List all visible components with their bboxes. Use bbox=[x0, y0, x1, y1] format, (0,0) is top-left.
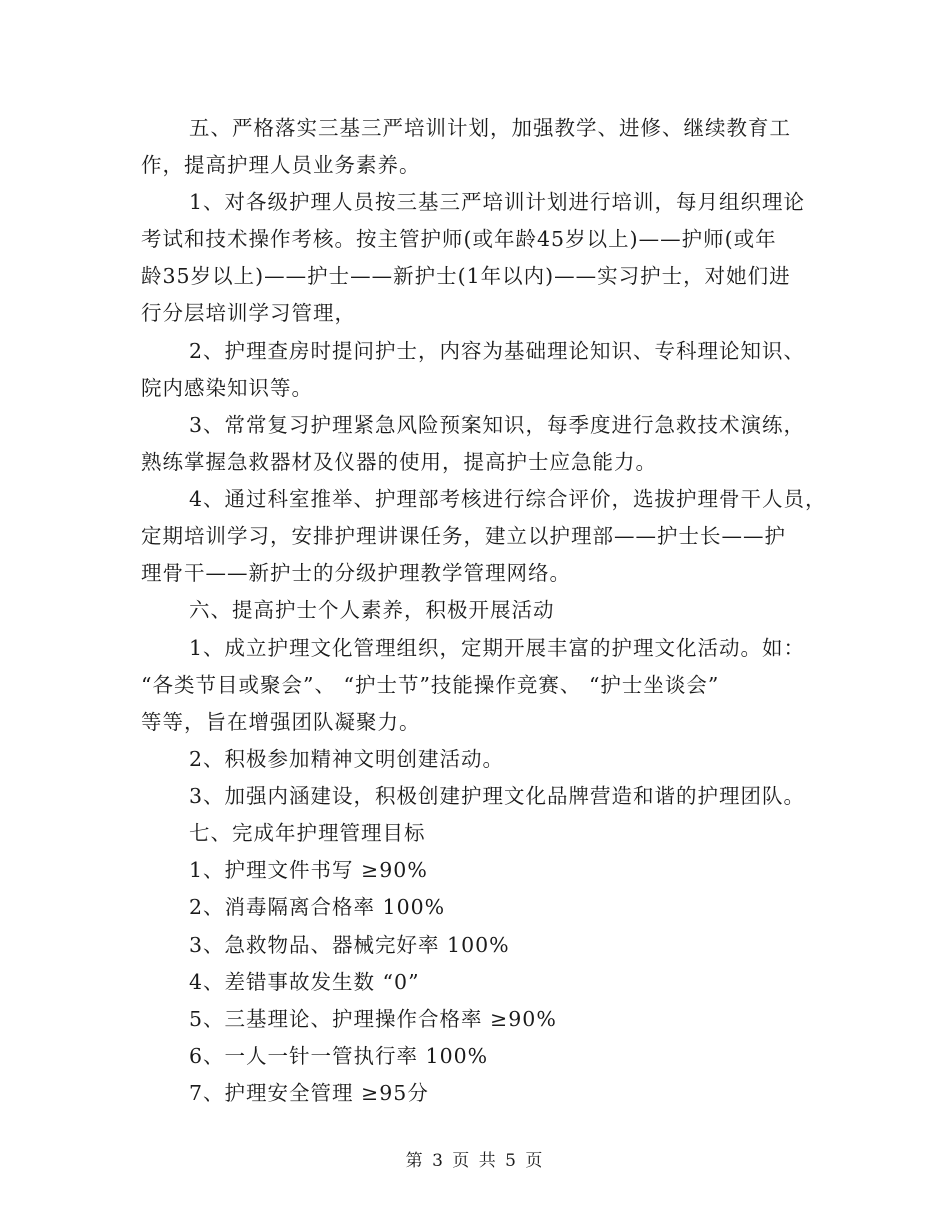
page-footer: 第 3 页 共 5 页 bbox=[405, 1151, 545, 1171]
text-line: “各类节目或聚会”、 “护士节”技能操作竞赛、 “护士坐谈会” bbox=[141, 673, 720, 697]
text-line: 熟练掌握急救器材及仪器的使用，提高护士应急能力。 bbox=[141, 450, 657, 474]
list-item-5-4: 4、通过科室推举、护理部考核进行综合评价，选拔护理骨干人员， bbox=[189, 487, 827, 511]
text-line: 等等，旨在增强团队凝聚力。 bbox=[141, 710, 421, 734]
list-item-5-2: 2、护理查房时提问护士，内容为基础理论知识、专科理论知识、 bbox=[189, 339, 806, 363]
text-line: 行分层培训学习管理， bbox=[141, 301, 356, 325]
target-item-6: 6、一人一针一管执行率 100% bbox=[189, 1044, 489, 1068]
list-item-5-1: 1、对各级护理人员按三基三严培训计划进行培训，每月组织理论 bbox=[189, 190, 806, 214]
text-line: 院内感染知识等。 bbox=[141, 376, 313, 400]
text-line: 作，提高护理人员业务素养。 bbox=[141, 153, 421, 177]
list-item-6-1: 1、成立护理文化管理组织，定期开展丰富的护理文化活动。如： bbox=[189, 636, 806, 660]
target-item-4: 4、差错事故发生数 “0” bbox=[189, 970, 420, 994]
target-item-3: 3、急救物品、器械完好率 100% bbox=[189, 933, 510, 957]
target-item-2: 2、消毒隔离合格率 100% bbox=[189, 895, 446, 919]
list-item-6-3: 3、加强内涵建设，积极创建护理文化品牌营造和谐的护理团队。 bbox=[189, 784, 806, 808]
section-5-heading: 五、严格落实三基三严培训计划，加强教学、进修、继续教育工 bbox=[189, 116, 791, 140]
section-6-heading: 六、提高护士个人素养，积极开展活动 bbox=[189, 598, 555, 622]
target-item-7: 7、护理安全管理 ≥95分 bbox=[189, 1081, 429, 1105]
text-line: 理骨干——新护士的分级护理教学管理网络。 bbox=[141, 561, 571, 585]
target-item-5: 5、三基理论、护理操作合格率 ≥90% bbox=[189, 1007, 557, 1031]
target-item-1: 1、护理文件书写 ≥90% bbox=[189, 858, 428, 882]
text-line: 考试和技术操作考核。按主管护师(或年龄45岁以上)——护师(或年 bbox=[141, 227, 777, 251]
text-line: 龄35岁以上)——护士——新护士(1年以内)——实习护士，对她们进 bbox=[141, 264, 791, 288]
section-7-heading: 七、完成年护理管理目标 bbox=[189, 821, 426, 845]
list-item-6-2: 2、积极参加精神文明创建活动。 bbox=[189, 747, 505, 771]
list-item-5-3: 3、常常复习护理紧急风险预案知识，每季度进行急救技术演练， bbox=[189, 413, 806, 437]
text-line: 定期培训学习，安排护理讲课任务，建立以护理部——护士长——护 bbox=[141, 524, 786, 548]
